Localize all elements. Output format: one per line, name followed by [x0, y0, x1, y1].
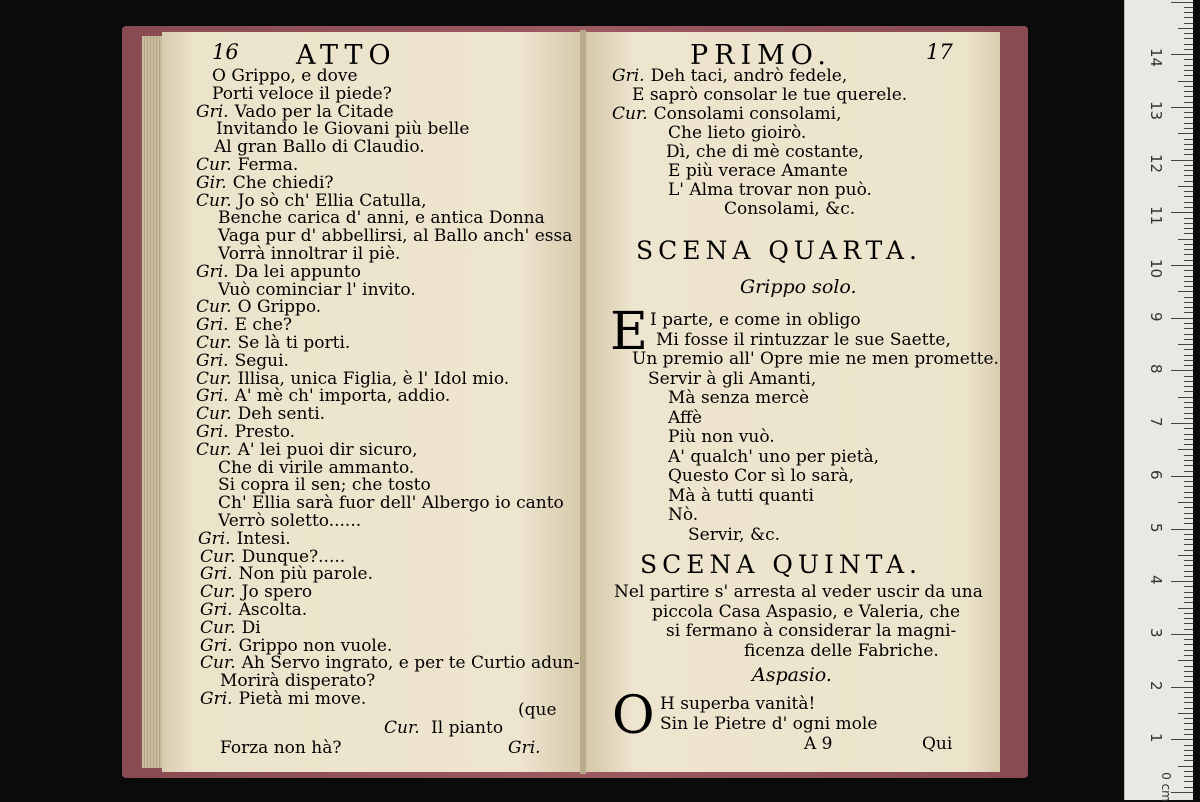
- speaker-label: Gri.: [200, 600, 233, 620]
- ruler-tick: [1184, 455, 1193, 456]
- ruler-tick: [1184, 302, 1193, 303]
- ruler-tick: [1184, 360, 1193, 361]
- ruler-tick: [1184, 175, 1193, 176]
- ruler-tick: [1184, 286, 1193, 287]
- ruler-tick: [1171, 739, 1193, 740]
- dialogue-text: Deh senti.: [237, 404, 326, 425]
- ruler-tick: [1184, 128, 1193, 129]
- ruler-number: 6: [1147, 469, 1165, 480]
- ruler-tick: [1184, 334, 1193, 335]
- scene-4-line: Affè: [668, 407, 703, 428]
- ruler-tick: [1184, 676, 1193, 677]
- ruler-tick: [1184, 613, 1193, 614]
- ruler-tick: [1184, 523, 1193, 524]
- scene-5-desc-line: Nel partire s' arresta al veder uscir da una: [614, 582, 983, 602]
- ruler-tick: [1178, 344, 1193, 345]
- ruler-tick: [1184, 70, 1193, 71]
- inline-text: Il pianto: [431, 718, 504, 738]
- speaker-label: Cur.: [200, 582, 236, 603]
- ruler-tick: [1184, 650, 1193, 651]
- ruler-tick: [1184, 181, 1193, 182]
- speaker-label: Cur.: [196, 155, 232, 175]
- speaker-label: Cur.: [196, 404, 232, 425]
- ruler-tick: [1184, 618, 1193, 619]
- ruler-tick: [1184, 507, 1193, 508]
- dialogue-text: Deh taci, andrò fedele,: [650, 66, 848, 86]
- ruler-number: 8: [1147, 364, 1165, 374]
- ruler-tick: [1184, 702, 1193, 703]
- ruler-tick: [1171, 792, 1193, 793]
- speaker-label: Cur.: [200, 653, 236, 674]
- speaker-label: Cur.: [196, 333, 232, 353]
- speaker-label: Gri.: [200, 564, 233, 585]
- ruler-tick: [1184, 33, 1193, 34]
- ruler-tick: [1184, 745, 1193, 746]
- dialogue-text: Di: [241, 617, 261, 638]
- ruler-tick: [1184, 123, 1193, 124]
- ruler-tick: [1184, 666, 1193, 667]
- left-running-head: ATTO: [296, 40, 397, 71]
- ruler-number: 14: [1147, 48, 1165, 68]
- ruler-tick: [1184, 623, 1193, 624]
- signature-mark: A 9: [804, 734, 833, 754]
- ruler-tick: [1178, 291, 1193, 292]
- ruler-tick: [1184, 576, 1193, 577]
- book-gutter: [580, 30, 586, 774]
- scene-4-line: A' qualch' uno per pietà,: [668, 446, 880, 467]
- ruler-tick: [1184, 428, 1193, 429]
- right-top-line: [668, 123, 806, 143]
- que-fragment: (que: [518, 700, 557, 720]
- ruler-tick: [1184, 139, 1193, 140]
- ruler-tick: [1178, 397, 1193, 398]
- dialogue-text: A' lei puoi dir sicuro,: [237, 439, 418, 460]
- ruler-tick: [1184, 17, 1193, 18]
- ruler-tick: [1184, 202, 1193, 203]
- scene-4-subtitle: Grippo solo.: [740, 276, 857, 298]
- dialogue-text: Ascolta.: [238, 600, 308, 620]
- ruler-tick: [1184, 486, 1193, 487]
- ruler-tick: [1184, 339, 1193, 340]
- ruler-tick: [1184, 518, 1193, 519]
- ruler-tick: [1184, 571, 1193, 572]
- ruler-tick: [1184, 671, 1193, 672]
- dialogue-text: Che chiedi?: [232, 172, 334, 193]
- dialogue-text: Verrò soletto......: [218, 511, 362, 531]
- speaker-label: Cur.: [200, 617, 236, 638]
- ruler-tick: [1171, 476, 1193, 477]
- ruler-tick: [1178, 608, 1193, 609]
- ruler-tick: [1184, 781, 1193, 782]
- dialogue-text: Da lei appunto: [234, 261, 361, 282]
- ruler-tick: [1184, 233, 1193, 234]
- left-last-line: Forza non hà?: [220, 738, 342, 758]
- ruler-tick: [1184, 12, 1193, 13]
- ruler-tick: [1184, 249, 1193, 250]
- ruler-tick: [1178, 555, 1193, 556]
- ruler-tick: [1178, 660, 1193, 661]
- ruler-tick: [1184, 565, 1193, 566]
- ruler-tick: [1178, 239, 1193, 240]
- dialogue-text: Consolami consolami,: [653, 104, 842, 124]
- right-top-line: [668, 161, 848, 181]
- ruler-tick: [1184, 149, 1193, 150]
- speaker-label: Gri.: [196, 101, 229, 122]
- ruler-number: 2: [1147, 680, 1165, 691]
- ruler-tick: [1184, 223, 1193, 224]
- ruler-tick: [1184, 655, 1193, 656]
- ruler-number: 5: [1147, 522, 1165, 533]
- ruler-tick: [1184, 102, 1193, 103]
- ruler-tick: [1171, 370, 1193, 371]
- dialogue-text: Ah Servo ingrato, e per te Curtio adun-: [241, 653, 580, 674]
- ruler-tick: [1184, 59, 1193, 60]
- ruler-tick: [1184, 460, 1193, 461]
- ruler-tick: [1184, 481, 1193, 482]
- ruler-tick: [1184, 407, 1193, 408]
- ruler-tick: [1184, 117, 1193, 118]
- ruler-tick: [1184, 718, 1193, 719]
- scene-5-desc-line: ficenza delle Fabriche.: [744, 640, 939, 661]
- left-page-number: 16: [212, 40, 239, 64]
- right-top-line: [724, 199, 855, 219]
- ruler-tick: [1184, 355, 1193, 356]
- ruler-tick: [1178, 766, 1193, 767]
- ruler-tick: [1184, 697, 1193, 698]
- dialogue-text: A' mè ch' importa, addio.: [234, 386, 451, 407]
- dialogue-text: Vaga pur d' abbellirsi, al Ballo anch' essa: [218, 226, 573, 247]
- dialogue-text: Al gran Ballo di Claudio.: [214, 137, 425, 158]
- dialogue-text: E saprò consolar le tue querele.: [632, 85, 908, 105]
- ruler-tick: [1184, 244, 1193, 245]
- ruler-tick: [1184, 260, 1193, 261]
- ruler-tick: [1184, 639, 1193, 640]
- ruler-number: 1: [1147, 733, 1165, 743]
- ruler-unit: 0 cm: [1158, 772, 1173, 802]
- right-top-line: [612, 104, 842, 124]
- ruler-tick: [1184, 23, 1193, 24]
- ruler-tick: [1184, 381, 1193, 382]
- dialogue-text: Se là ti porti.: [237, 333, 351, 353]
- speaker-label: Cur.: [196, 368, 232, 389]
- ruler-tick: [1184, 154, 1193, 155]
- ruler-tick: [1184, 75, 1193, 76]
- ruler-tick: [1184, 439, 1193, 440]
- dialogue-text: Ferma.: [237, 155, 299, 175]
- ruler-tick: [1171, 54, 1193, 55]
- ruler-tick: [1184, 170, 1193, 171]
- ruler-tick: [1184, 112, 1193, 113]
- dialogue-text: Invitando le Giovani più belle: [216, 119, 470, 140]
- ruler-tick: [1184, 96, 1193, 97]
- dialogue-text: Consolami, &c.: [724, 199, 856, 219]
- dialogue-text: Segui.: [234, 350, 289, 371]
- ruler-number: 12: [1147, 153, 1165, 173]
- ruler-number: 11: [1147, 206, 1165, 226]
- ruler-tick: [1184, 597, 1193, 598]
- ruler-tick: [1171, 634, 1193, 635]
- scene-4-line: Nò.: [668, 505, 699, 525]
- ruler-tick: [1184, 191, 1193, 192]
- ruler-tick: [1178, 133, 1193, 134]
- dialogue-text: L' Alma trovar non può.: [668, 180, 872, 200]
- scene-5-line-2: Sin le Pietre d' ogni mole: [660, 714, 878, 734]
- dialogue-text: Vuò cominciar l' invito.: [218, 279, 416, 300]
- ruler-number: 4: [1147, 575, 1165, 585]
- ruler-tick: [1184, 86, 1193, 87]
- right-page-number: 17: [926, 40, 953, 64]
- ruler-tick: [1184, 492, 1193, 493]
- speaker-label: Cur.: [200, 546, 236, 567]
- ruler-tick: [1184, 254, 1193, 255]
- right-top-line: [668, 180, 872, 200]
- dialogue-text: E più verace Amante: [668, 161, 848, 181]
- speaker-label: Gri.: [200, 635, 233, 656]
- ruler-tick: [1171, 2, 1193, 3]
- speaker-label: Gri.: [196, 315, 229, 336]
- ruler-tick: [1184, 91, 1193, 92]
- dialogue-text: Jo sò ch' Ellia Catulla,: [237, 190, 427, 211]
- ruler-tick: [1184, 544, 1193, 545]
- right-top-line: [666, 142, 864, 162]
- dialogue-text: O Grippo, e dove: [212, 66, 358, 86]
- ruler-tick: [1178, 186, 1193, 187]
- scene-5-title: SCENA QUINTA.: [640, 550, 923, 579]
- ruler-tick: [1184, 471, 1193, 472]
- ruler-tick: [1184, 708, 1193, 709]
- dialogue-text: Illisa, unica Figlia, è l' Idol mio.: [237, 368, 510, 389]
- ruler-tick: [1184, 413, 1193, 414]
- scene-4-line: Questo Cor sì lo sarà,: [668, 466, 855, 486]
- dialogue-text: Non più parole.: [238, 564, 373, 585]
- speaker-label: Gri.: [198, 528, 231, 549]
- ruler-tick: [1184, 602, 1193, 603]
- ruler-tick: [1184, 692, 1193, 693]
- ruler-tick: [1184, 276, 1193, 277]
- speaker-label: Gri.: [196, 386, 229, 407]
- ruler-tick: [1184, 307, 1193, 308]
- speaker-label: Cur.: [612, 104, 648, 124]
- right-catchword: Qui: [922, 734, 953, 754]
- speaker-label: Gri.: [196, 350, 229, 371]
- dialogue-text: E che?: [234, 315, 293, 336]
- ruler-tick: [1184, 681, 1193, 682]
- ruler-number: 7: [1147, 417, 1165, 427]
- dialogue-text: Vado per la Citade: [234, 101, 394, 122]
- scene-5-desc-line: si fermano à considerar la magni-: [666, 621, 957, 641]
- ruler-tick: [1184, 365, 1193, 366]
- ruler-tick: [1184, 787, 1193, 788]
- scene-4-line: Mi fosse il rintuzzar le sue Saette,: [656, 329, 951, 350]
- ruler-tick: [1184, 513, 1193, 514]
- ruler-tick: [1171, 687, 1193, 688]
- page-edges: [142, 36, 162, 768]
- right-running-head: PRIMO.: [690, 40, 832, 71]
- ruler-tick: [1184, 65, 1193, 66]
- speaker-label: Gri.: [196, 261, 229, 282]
- ruler-tick: [1184, 444, 1193, 445]
- ruler-tick: [1184, 328, 1193, 329]
- ruler-tick: [1184, 644, 1193, 645]
- dialogue-text: Dunque?.....: [241, 546, 346, 567]
- ruler-tick: [1171, 107, 1193, 108]
- scene-4-line: Mà à tutti quanti: [668, 485, 814, 506]
- ruler-tick: [1184, 349, 1193, 350]
- dialogue-text: Ch' Ellia sarà fuor dell' Albergo io canto: [218, 493, 564, 514]
- ruler-tick: [1184, 196, 1193, 197]
- ruler-tick: [1171, 581, 1193, 582]
- ruler-tick: [1184, 629, 1193, 630]
- ruler-tick: [1178, 81, 1193, 82]
- ruler-tick: [1171, 265, 1193, 266]
- ruler-tick: [1184, 391, 1193, 392]
- ruler-tick: [1184, 592, 1193, 593]
- dialogue-text: Vorrà innoltrar il piè.: [218, 244, 401, 264]
- ruler-tick: [1178, 502, 1193, 503]
- ruler-tick: [1184, 734, 1193, 735]
- ruler-tick: [1184, 228, 1193, 229]
- ruler-tick: [1184, 750, 1193, 751]
- inline-speaker: Cur.: [384, 718, 420, 738]
- dialogue-text: Morirà disperato?: [220, 671, 376, 692]
- dialogue-text: Che lieto gioirò.: [668, 123, 807, 143]
- scene-4-line: I parte, e come in obligo: [650, 310, 861, 330]
- speaker-label: Gri.: [196, 422, 229, 442]
- dialogue-text: Pietà mi move.: [238, 689, 367, 709]
- ruler-tick: [1184, 465, 1193, 466]
- scene-5-speaker: Aspasio.: [752, 664, 832, 686]
- left-catchword: Gri.: [508, 738, 541, 758]
- ruler-tick: [1184, 723, 1193, 724]
- speaker-label: Cur.: [196, 439, 232, 460]
- right-top-line: [612, 66, 847, 86]
- ruler-tick: [1184, 534, 1193, 535]
- ruler-tick: [1184, 7, 1193, 8]
- speaker-label: Cur.: [196, 297, 232, 318]
- ruler-number: 3: [1147, 627, 1165, 638]
- ruler-tick: [1184, 729, 1193, 730]
- dialogue-text: Benche carica d' anni, e antica Donna: [218, 208, 545, 229]
- ruler-tick: [1178, 713, 1193, 714]
- ruler-tick: [1184, 218, 1193, 219]
- ruler-tick: [1184, 776, 1193, 777]
- scene-4-line: Un premio all' Opre mie ne men promette.: [632, 349, 999, 369]
- ruler-tick: [1184, 760, 1193, 761]
- inline-dialogue: [384, 718, 503, 738]
- ruler-number: 13: [1147, 100, 1165, 120]
- ruler-tick: [1184, 207, 1193, 208]
- ruler-tick: [1184, 281, 1193, 282]
- ruler-tick: [1171, 212, 1193, 213]
- dialogue-text: Che di virile ammanto.: [218, 457, 415, 478]
- scene-4-line: Servir à gli Amanti,: [648, 368, 817, 389]
- dialogue-text: Jo spero: [241, 582, 313, 603]
- ruler-number: 9: [1147, 311, 1165, 322]
- ruler-tick: [1184, 386, 1193, 387]
- ruler-tick: [1184, 434, 1193, 435]
- ruler-tick: [1184, 270, 1193, 271]
- scene-4-line: Mà senza mercè: [668, 388, 810, 408]
- speaker-label: Gri.: [612, 66, 645, 86]
- ruler-tick: [1171, 160, 1193, 161]
- dialogue-text: Porti veloce il piede?: [212, 83, 392, 104]
- ruler-tick: [1184, 418, 1193, 419]
- ruler-tick: [1184, 312, 1193, 313]
- ruler-tick: [1184, 497, 1193, 498]
- ruler-tick: [1184, 38, 1193, 39]
- ruler-tick: [1184, 144, 1193, 145]
- ruler-number: 10: [1147, 259, 1165, 279]
- ruler-tick: [1184, 376, 1193, 377]
- ruler-tick: [1184, 297, 1193, 298]
- drop-cap-o: O: [612, 686, 655, 746]
- dialogue-text: Presto.: [234, 422, 296, 442]
- scene-4-title: SCENA QUARTA.: [636, 236, 922, 265]
- scene-5-line-1: H superba vanità!: [660, 694, 816, 714]
- scene-5-desc-line: piccola Casa Aspasio, e Valeria, che: [652, 601, 961, 622]
- left-line: [200, 689, 366, 709]
- speaker-label: Gir.: [196, 172, 227, 193]
- ruler-tick: [1184, 165, 1193, 166]
- ruler-tick: [1184, 586, 1193, 587]
- drop-cap-e: E: [610, 302, 648, 362]
- ruler-tick: [1178, 449, 1193, 450]
- ruler-tick: [1184, 323, 1193, 324]
- dialogue-text: Dì, che di mè costante,: [666, 142, 864, 162]
- speaker-label: Gri.: [200, 689, 233, 709]
- ruler-tick: [1184, 755, 1193, 756]
- ruler-tick: [1184, 550, 1193, 551]
- ruler-tick: [1171, 529, 1193, 530]
- ruler-tick: [1171, 423, 1193, 424]
- ruler-tick: [1184, 771, 1193, 772]
- dialogue-text: Intesi.: [236, 528, 291, 549]
- ruler-tick: [1184, 539, 1193, 540]
- ruler-tick: [1184, 402, 1193, 403]
- measuring-ruler: [1124, 0, 1193, 800]
- dialogue-text: Si copra il sen; che tosto: [218, 475, 431, 496]
- dialogue-text: O Grippo.: [237, 297, 322, 318]
- right-top-line: [632, 85, 907, 105]
- ruler-tick: [1184, 560, 1193, 561]
- ruler-tick: [1171, 318, 1193, 319]
- dialogue-text: Grippo non vuole.: [238, 635, 393, 656]
- speaker-label: Cur.: [196, 190, 232, 211]
- ruler-tick: [1178, 28, 1193, 29]
- scene-4-line: Più non vuò.: [668, 427, 775, 447]
- scene-4-line: Servir, &c.: [688, 524, 780, 545]
- ruler-tick: [1184, 49, 1193, 50]
- ruler-tick: [1184, 44, 1193, 45]
